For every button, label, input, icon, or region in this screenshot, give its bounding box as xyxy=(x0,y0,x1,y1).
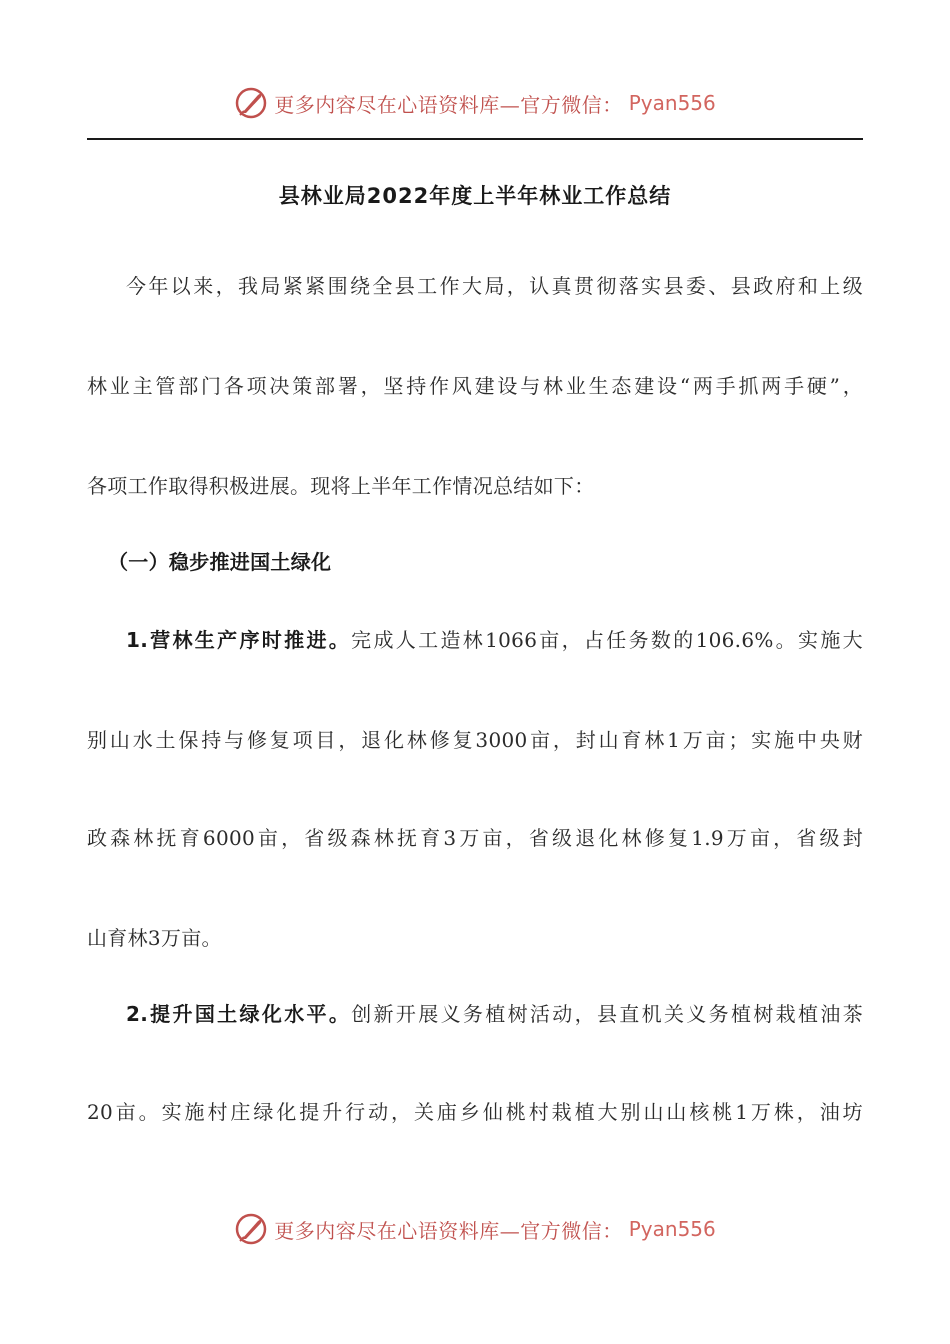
document-title: 县林业局2022年度上半年林业工作总结 xyxy=(278,184,672,208)
item-2-line-1 xyxy=(126,1000,863,1028)
watermark-wechat-account: Pyan556 xyxy=(628,91,716,115)
footer-watermark-banner xyxy=(0,1212,950,1246)
quill-pen-logo-icon xyxy=(234,86,268,120)
header-watermark-banner xyxy=(0,86,950,120)
item-2-line-2: 20亩。实施村庄绿化提升行动，关庙乡仙桃村栽植大别山山核桃1万株，油坊 xyxy=(87,1100,863,1124)
item-1-line-4: 山育林3万亩。 xyxy=(87,926,222,950)
item-2-lead: 2.提升国土绿化水平。 xyxy=(126,1002,352,1026)
watermark-wechat-account: Pyan556 xyxy=(628,1217,716,1241)
intro-line-1: 今年以来，我局紧紧围绕全县工作大局，认真贯彻落实县委、县政府和上级 xyxy=(126,274,863,298)
item-1-line-2: 别山水土保持与修复项目，退化林修复3000亩，封山育林1万亩；实施中央财 xyxy=(87,728,863,752)
item-1-line-1 xyxy=(126,626,863,654)
header-divider-line xyxy=(87,138,863,140)
watermark-text: 更多内容尽在心语资料库—官方微信： xyxy=(274,1218,623,1243)
item-2-line-1-text: 创新开展义务植树活动，县直机关义务植树栽植油茶 xyxy=(351,1002,863,1026)
watermark-text: 更多内容尽在心语资料库—官方微信： xyxy=(274,92,623,117)
item-1-line-1-text: 完成人工造林1066亩，占任务数的106.6%。实施大 xyxy=(351,628,863,652)
section-heading-greening: （一）稳步推进国土绿化 xyxy=(108,550,332,574)
intro-line-3: 各项工作取得积极进展。现将上半年工作情况总结如下： xyxy=(87,474,595,498)
intro-line-2: 林业主管部门各项决策部署，坚持作风建设与林业生态建设“两手抓两手硬”， xyxy=(87,374,863,398)
item-1-line-3: 政森林抚育6000亩，省级森林抚育3万亩，省级退化林修复1.9万亩，省级封 xyxy=(87,826,863,850)
item-1-lead: 1.营林生产序时推进。 xyxy=(126,628,352,652)
quill-pen-logo-icon xyxy=(234,1212,268,1246)
